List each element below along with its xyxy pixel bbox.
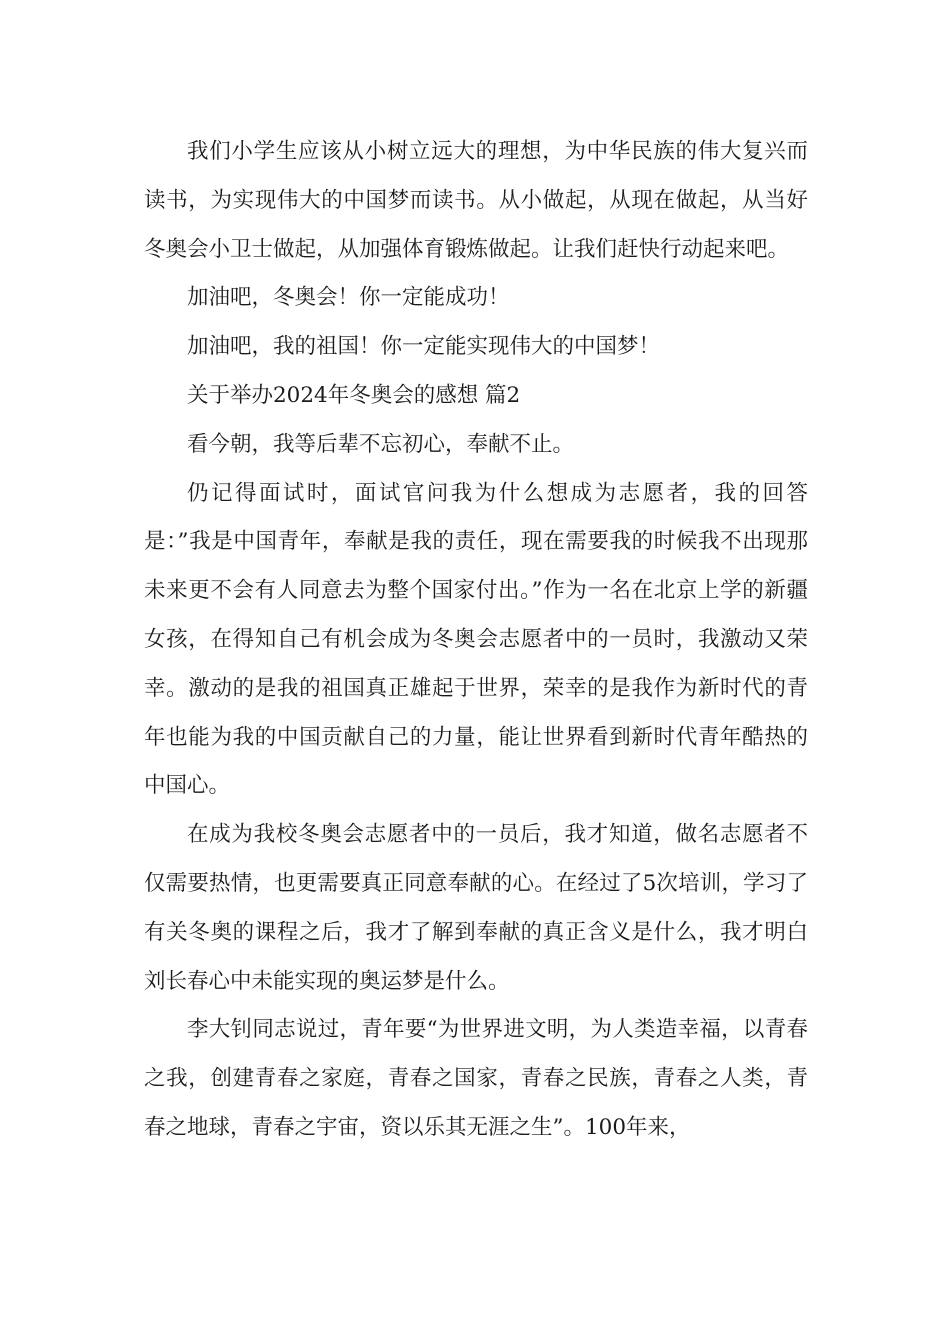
- paragraph-volunteer: 在成为我校冬奥会志愿者中的一员后，我才知道，做名志愿者不仅需要热情，也更需要真正同意奉献的心。在经过了5次培训，学习了有关冬奥的课程之后，我才了解到奉献的真正含义是什么，我才明白刘长春心中未能实现的奥运梦是什么。: [144, 822, 808, 994]
- paragraph-cheer-olympics: 加油吧，冬奥会！你一定能成功！: [187, 285, 510, 311]
- section-heading: 关于举办2024年冬奥会的感想 篇2: [187, 382, 521, 408]
- paragraph-interview: 仍记得面试时，面试官问我为什么想成为志愿者，我的回答是：”我是中国青年，奉献是我的责任，现在需要我的时候我不出现那未来更不会有人同意去为整个国家付出。”作为一名在北京上学的新疆女孩，在得知自己有机会成为冬奥会志愿者中的一员时，我激动又荣幸。激动的是我的祖国真正雄起于世界，荣幸的是我作为新时代的青年也能为我的中国贡献自己的力量，能让世界看到新时代青年酷热的中国心。: [144, 480, 808, 799]
- paragraph-study-ideal: 我们小学生应该从小树立远大的理想，为中华民族的伟大复兴而读书，为实现伟大的中国梦而读书。从小做起，从现在做起，从当好冬奥会小卫士做起，从加强体育锻炼做起。让我们赶快行动起来吧。: [144, 139, 808, 262]
- document-body: [144, 128, 808, 1153]
- paragraph-cheer-motherland: 加油吧，我的祖国！你一定能实现伟大的中国梦！: [187, 334, 661, 360]
- paragraph-look-today: 看今朝，我等后辈不忘初心，奉献不止。: [187, 431, 575, 457]
- paragraph-li-dazhao: 李大钊同志说过，青年要“为世界进文明，为人类造幸福，以青春之我，创建青春之家庭，青春之国家，青春之民族，青春之人类，青春之地球，青春之宇宙，资以乐其无涯之生”。100年来，: [144, 1017, 808, 1140]
